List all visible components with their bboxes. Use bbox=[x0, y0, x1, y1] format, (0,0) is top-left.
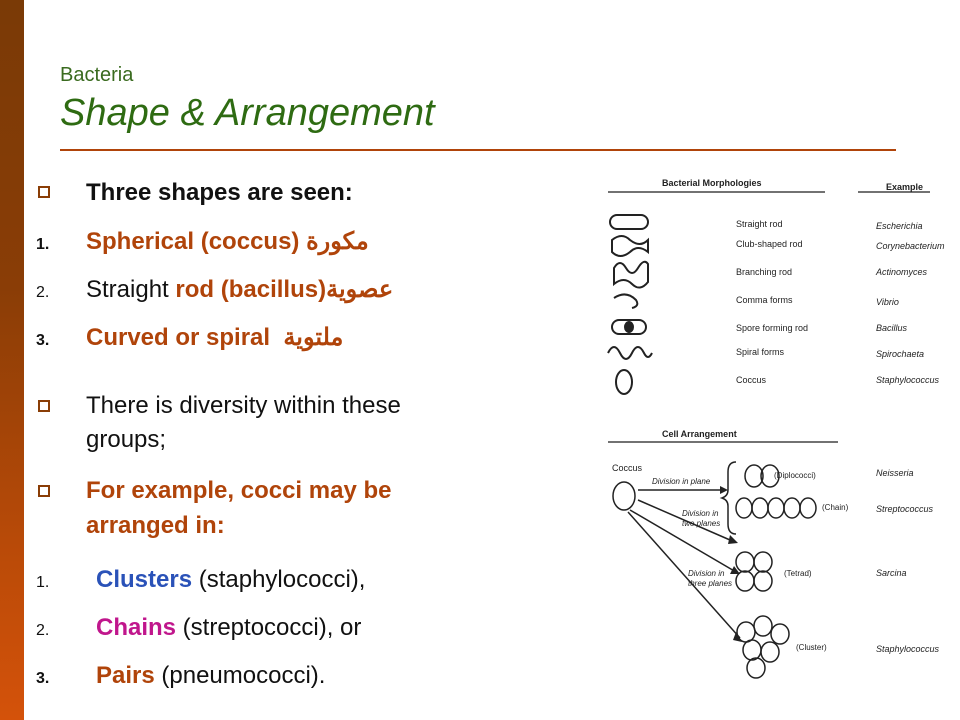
example-label: Escherichia bbox=[876, 221, 923, 231]
shape-label: Curved or spiral bbox=[86, 324, 271, 351]
arrangement-item-clusters bbox=[96, 565, 365, 595]
example-label: Staphylococcus bbox=[876, 375, 940, 385]
list-number: 2. bbox=[36, 622, 50, 639]
arr-example-label: Neisseria bbox=[876, 468, 914, 478]
shape-item-spherical bbox=[86, 227, 369, 257]
bullet-square-icon bbox=[38, 400, 50, 412]
diversity-line-2: groups; bbox=[86, 426, 167, 453]
shapes-heading: Three shapes are seen: bbox=[86, 179, 353, 206]
arrangement-name: Pairs bbox=[96, 662, 155, 689]
division-three-label-1: Division in bbox=[688, 569, 725, 578]
example-line-1: For example, cocci may be bbox=[86, 477, 392, 504]
morph-label: Coccus bbox=[736, 375, 767, 385]
arr-example-label: Streptococcus bbox=[876, 504, 934, 514]
bullet-square-icon bbox=[38, 186, 50, 198]
shape-prefix: Straight bbox=[86, 276, 176, 303]
coccus-shape bbox=[616, 370, 632, 394]
arr-example-label: Staphylococcus bbox=[876, 644, 940, 654]
morph-label: Branching rod bbox=[736, 267, 793, 277]
title-underline bbox=[60, 149, 896, 151]
branching-rod-shape bbox=[614, 262, 648, 288]
arr-example-label: Sarcina bbox=[876, 568, 907, 578]
example-label: Corynebacterium bbox=[876, 241, 945, 251]
example-line-2: arranged in: bbox=[86, 512, 225, 539]
list-number: 2. bbox=[36, 284, 50, 301]
tetrad-label: (Tetrad) bbox=[784, 569, 812, 578]
example-label: Spirochaeta bbox=[876, 349, 925, 359]
shape-item-rod bbox=[86, 275, 393, 305]
list-number: 3. bbox=[36, 670, 50, 687]
arrangement-rest: (staphylococci), bbox=[192, 566, 366, 593]
bacteria-morphology-figure bbox=[590, 160, 960, 720]
shape-label: rod (bacillus) bbox=[175, 276, 327, 303]
straight-rod-shape bbox=[610, 215, 648, 229]
arabic-term: ملتوية bbox=[283, 324, 344, 351]
example-header: Example bbox=[886, 182, 924, 192]
example-label: Bacillus bbox=[876, 323, 908, 333]
comma-shape bbox=[614, 294, 637, 308]
coccus-cell bbox=[613, 482, 635, 510]
slide-subtitle: Bacteria bbox=[60, 64, 134, 86]
coccus-label: Coccus bbox=[612, 463, 643, 473]
morph-label: Comma forms bbox=[736, 295, 793, 305]
arrangement-item-chains bbox=[96, 613, 361, 643]
arr-header: Cell Arrangement bbox=[662, 429, 737, 439]
morph-header: Bacterial Morphologies bbox=[662, 178, 762, 188]
shape-label: Spherical (coccus) bbox=[86, 228, 300, 255]
spore-icon bbox=[625, 322, 633, 332]
diplococci-label: (Diplococci) bbox=[774, 471, 816, 480]
list-number: 1. bbox=[36, 574, 50, 591]
arabic-term: عصوية bbox=[326, 276, 394, 303]
arrangement-rest: (streptococci), or bbox=[176, 614, 362, 641]
example-label: Actinomyces bbox=[876, 267, 928, 277]
division-three-label-2: three planes bbox=[688, 579, 733, 588]
morph-label: Straight rod bbox=[736, 219, 783, 229]
arrangement-item-pairs bbox=[96, 661, 325, 691]
cluster-label: (Cluster) bbox=[796, 643, 827, 652]
division-two-label-1: Division in bbox=[682, 509, 719, 518]
arrangement-rest: (pneumococci). bbox=[154, 662, 326, 689]
morph-label: Spore forming rod bbox=[736, 323, 809, 333]
morph-label: Spiral forms bbox=[736, 347, 785, 357]
diversity-line-1: There is diversity within these bbox=[86, 392, 401, 419]
example-label: Vibrio bbox=[876, 297, 899, 307]
bracket bbox=[722, 462, 736, 534]
club-rod-shape bbox=[612, 236, 648, 256]
left-decorative-stripe bbox=[0, 0, 24, 720]
arrangement-name: Clusters bbox=[96, 566, 193, 593]
division-plane-label: Division in plane bbox=[652, 477, 711, 486]
arrangement-name: Chains bbox=[96, 614, 177, 641]
chain-label: (Chain) bbox=[822, 503, 849, 512]
morph-label: Club-shaped rod bbox=[736, 239, 803, 249]
spiral-shape bbox=[608, 347, 652, 359]
division-two-label-2: two planes bbox=[682, 519, 721, 528]
list-number: 1. bbox=[36, 236, 50, 253]
slide-title: Shape & Arrangement bbox=[60, 92, 435, 134]
bullet-square-icon bbox=[38, 485, 50, 497]
list-number: 3. bbox=[36, 332, 50, 349]
shape-item-spiral bbox=[86, 323, 343, 353]
arabic-term: مكورة bbox=[306, 228, 369, 255]
